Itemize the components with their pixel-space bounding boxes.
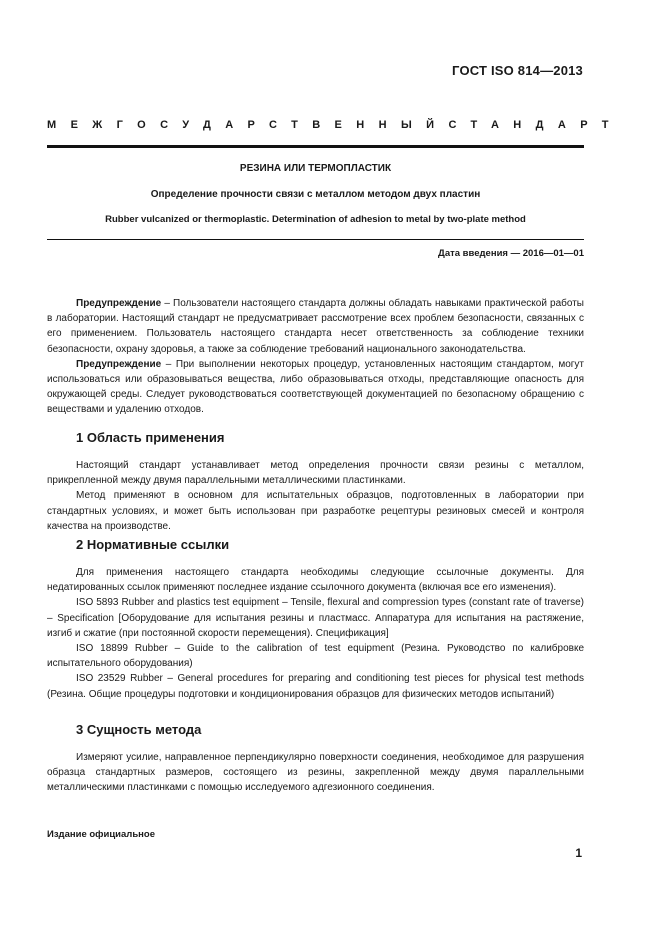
document-title: РЕЗИНА ИЛИ ТЕРМОПЛАСТИК: [239, 163, 392, 174]
warning-paragraph: [47, 357, 584, 418]
warning-text: – Пользователи настоящего стандарта должны обладать навыками практической работы в лаборатории. Настоящий стандарт не предусматривает рассмотрение всех проблем безопасности, связанных с его применением. Пользователь настоящего стандарта несет ответственность за соблюдение техники безопасности, охрану здоровья, а также за соблюдение требований национального законодательства.: [47, 298, 584, 355]
warning-paragraph: [47, 296, 584, 357]
paragraph: Метод применяют в основном для испытательных образцов, подготовленных в лаборатории при стандартных условиях, и может быть использован при разработке рецептуры резиновых смесей и контроля качества на производстве.: [47, 490, 584, 532]
standard-word-left: МЕЖГОСУДАРСТВЕННЫЙ: [47, 119, 449, 131]
section-references-body: [47, 565, 584, 702]
document-number: ГОСТ ISO 814—2013: [452, 63, 583, 78]
title-divider: [47, 239, 584, 240]
reference-item: ISO 5893 Rubber and plastics test equipment – Tensile, flexural and compression types (constant rate of traverse) – Specification [Оборудование для испытания резины и пластмасс. Аппаратура для испытания на растяжение, изгиб и сжатие (при постоянной скорости перемещения). Спецификация]: [47, 597, 584, 639]
edition-note: Издание официальное: [47, 829, 155, 840]
document-subtitle: Определение прочности связи с металлом методом двух пластин: [150, 189, 481, 200]
section-heading-principle: 3 Сущность метода: [76, 722, 202, 737]
section-heading-references: 2 Нормативные ссылки: [76, 537, 230, 552]
page-number: 1: [575, 846, 582, 860]
warning-label: Предупреждение: [76, 358, 162, 370]
section-scope-body: [47, 458, 584, 534]
section-principle-body: [47, 750, 584, 796]
introduction-date: Дата введения — 2016—01—01: [438, 248, 584, 259]
reference-item: ISO 23529 Rubber – General procedures for preparing and conditioning test pieces for physical test methods (Резина. Общие процедуры подготовки и кондиционирования образцов для физических методов испытаний): [47, 673, 584, 700]
reference-item: ISO 18899 Rubber – Guide to the calibration of test equipment (Резина. Руководство по калибровке испытательного оборудования): [47, 643, 584, 670]
paragraph: Измеряют усилие, направленное перпендикулярно поверхности соединения, необходимое для разрушения образца стандартных размеров, состоящего из резины, закрепленной между двумя параллельными металлическими пластинками с помощью исследуемого адгезионного соединения.: [47, 752, 584, 794]
standard-word-right: СТАНДАРТ: [448, 119, 623, 131]
warnings-block: [47, 296, 584, 418]
document-english-title: Rubber vulcanized or thermoplastic. Determination of adhesion to metal by two-plate method: [105, 214, 526, 225]
paragraph: Для применения настоящего стандарта необходимы следующие ссылочные документы. Для недатированных ссылок применяют последнее издание ссылочного документа (включая все его изменения).: [47, 567, 584, 594]
warning-label: Предупреждение: [76, 298, 162, 309]
paragraph: Настоящий стандарт устанавливает метод определения прочности связи резины с металлом, прикрепленной между двумя параллельными металлическими пластинками.: [47, 460, 584, 487]
header-divider: [47, 145, 584, 148]
warning-text: – При выполнении некоторых процедур, установленных настоящим стандартом, могут использоваться или образовываться вещества, либо образовываться отходы, представляющие опасность для окружающей среды. Следует руководствоваться соответствующей документацией по безопасному обращению с веществами и удалению отходов.: [47, 358, 584, 416]
section-heading-scope: 1 Область применения: [76, 430, 225, 445]
standard-type-banner: [47, 119, 623, 131]
